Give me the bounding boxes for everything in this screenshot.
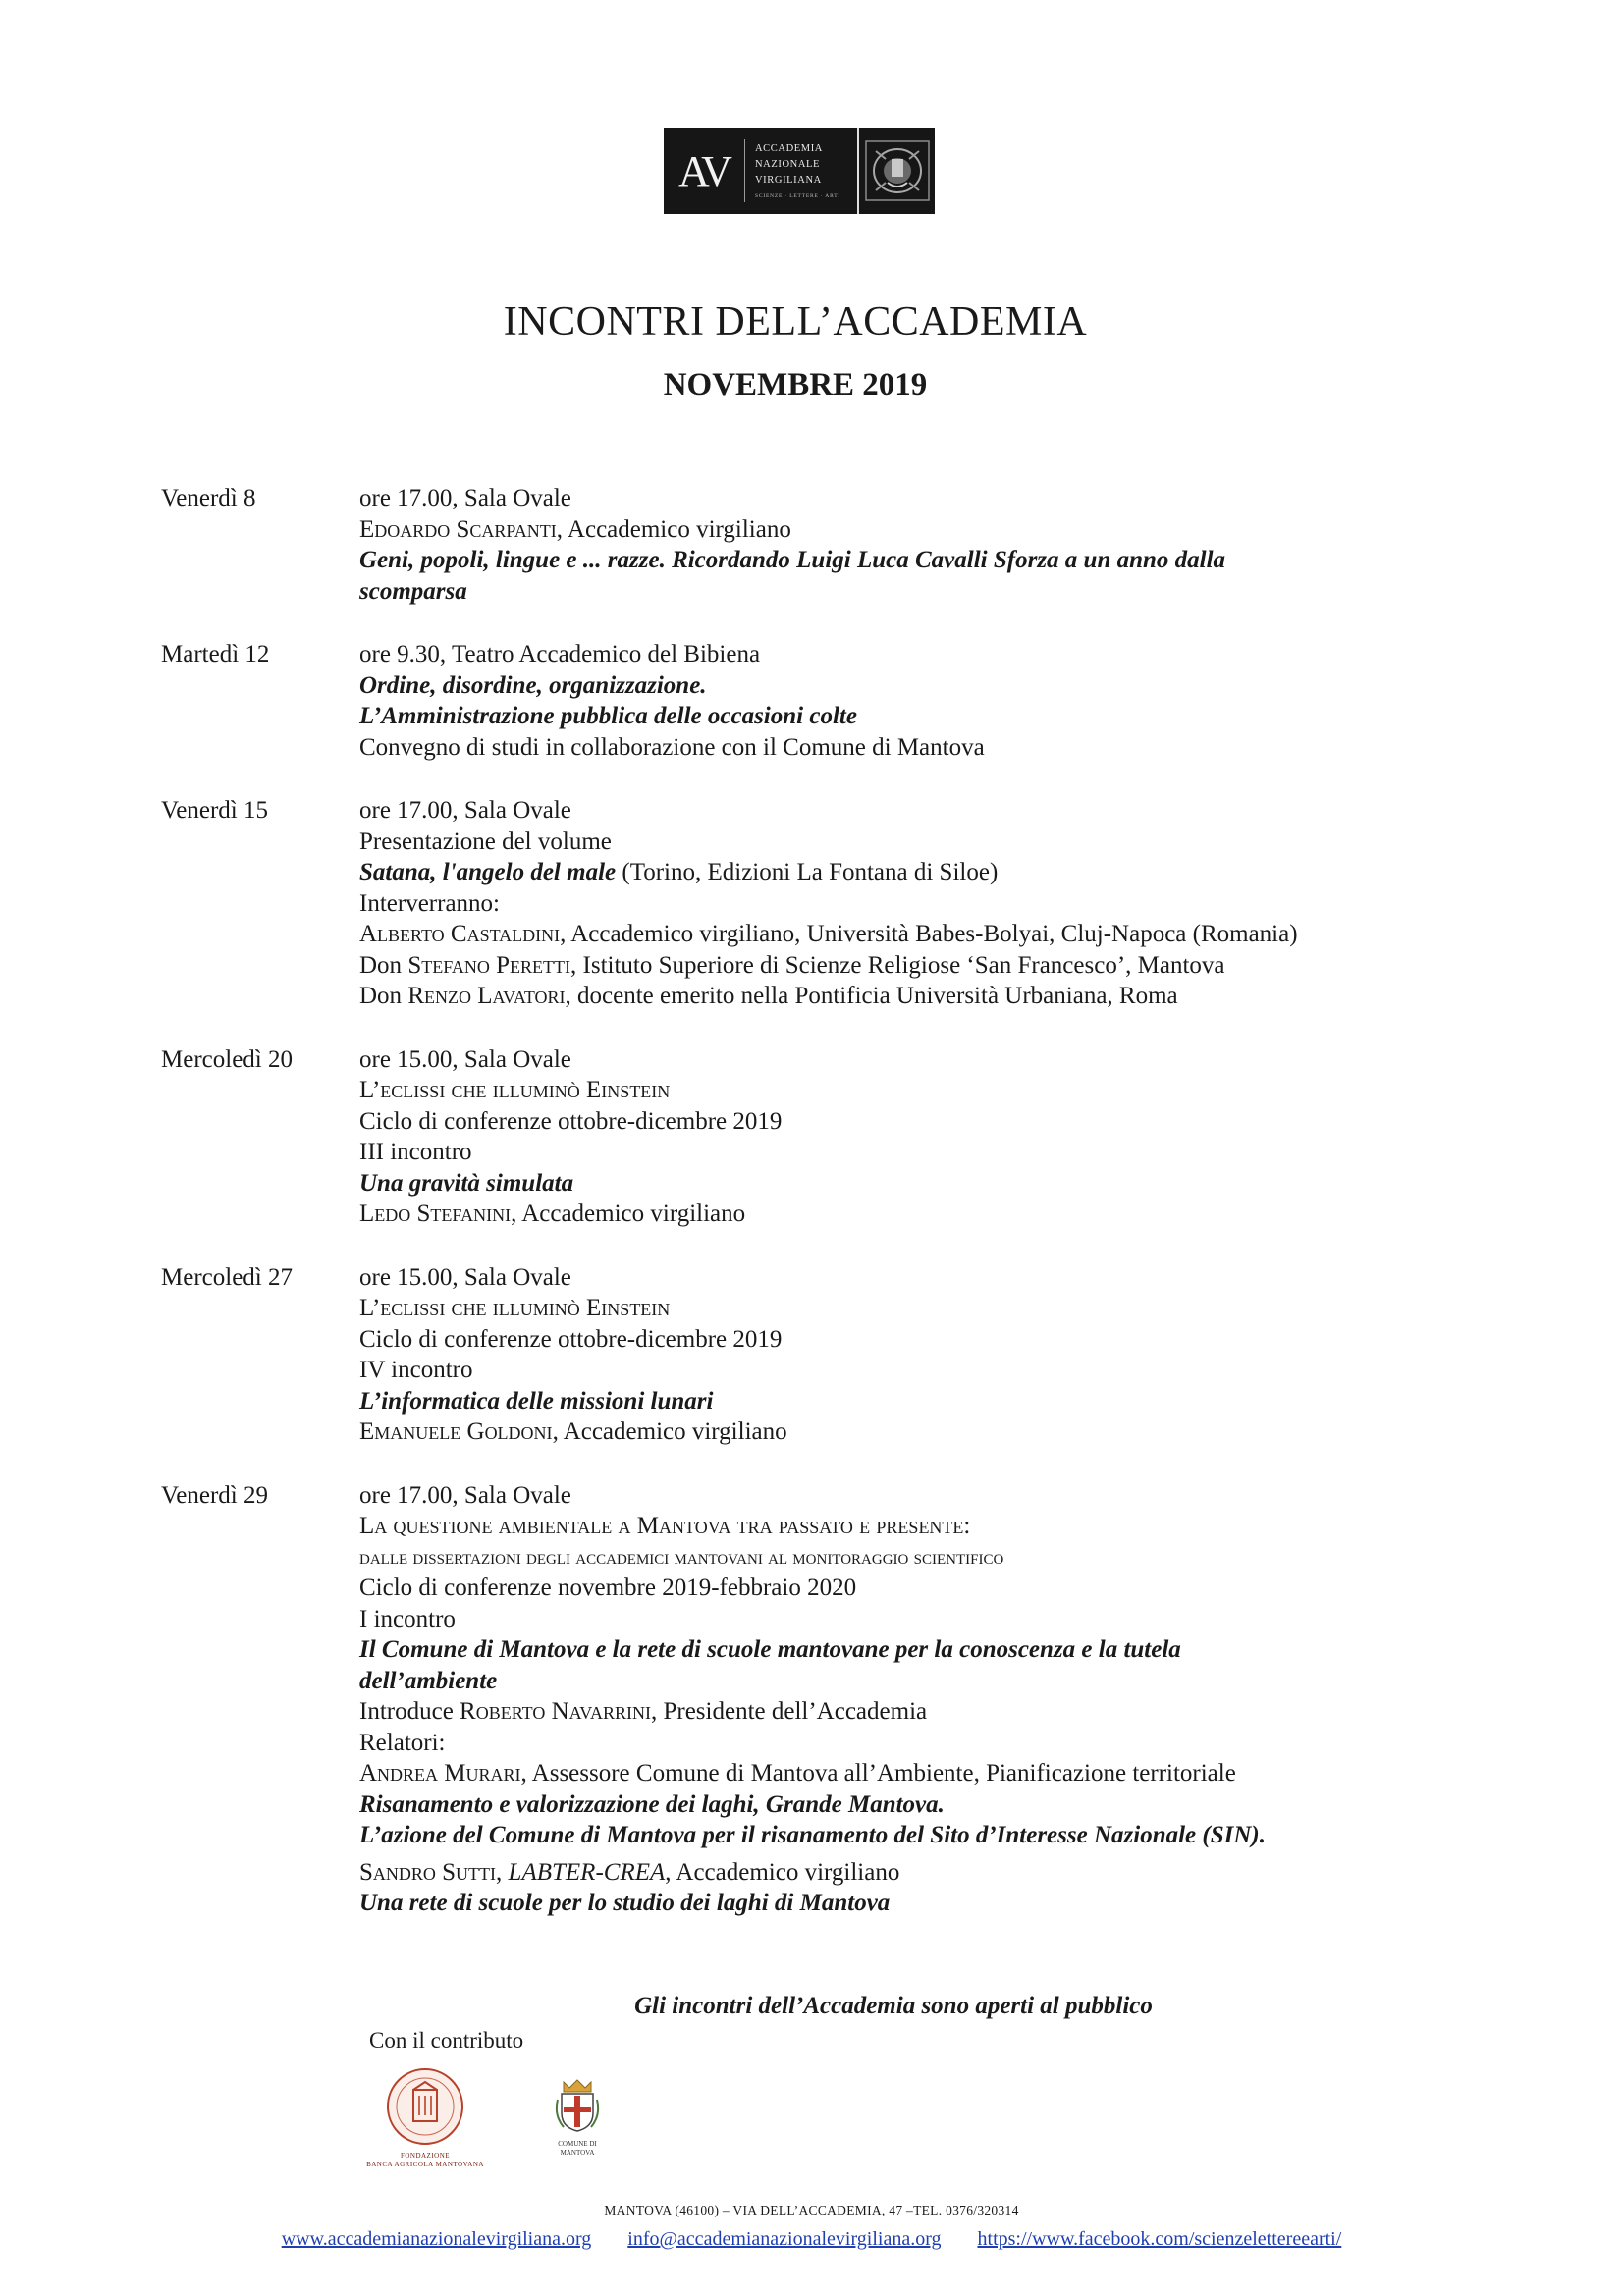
event-intro: Presentazione del volume <box>359 828 612 855</box>
logo-line-2: NAZIONALE <box>755 158 821 170</box>
speaker-prefix: Don <box>359 951 408 979</box>
talk-title: Risanamento e valorizzazione dei laghi, Grande Mantova. <box>359 1790 945 1818</box>
event-body <box>359 1480 1477 1919</box>
event-date: Venerdì 8 <box>161 485 256 511</box>
event-title: Geni, popoli, lingue e ... razze. Ricordando Luigi Luca Cavalli Sforza a un anno dalla <box>359 547 1226 573</box>
event-book <box>359 857 1477 888</box>
event-title-cont: L’Amministrazione pubblica delle occasioni colte <box>359 703 857 729</box>
event-date: Venerdì 29 <box>161 1481 268 1509</box>
speaker-name: Stefano Peretti <box>407 951 571 979</box>
event-item <box>161 795 1477 1012</box>
event-speaker <box>359 950 1477 982</box>
public-note: Gli incontri dell’Accademia sono aperti al pubblico <box>634 1993 1153 2019</box>
event-title-cont: scomparsa <box>359 577 467 605</box>
logo-text <box>745 128 857 214</box>
event-time-place: ore 15.00, Sala Ovale <box>359 1263 571 1291</box>
speaker-role: , Assessore Comune di Mantova all’Ambiente, Pianificazione territoriale <box>520 1760 1236 1787</box>
page-subtitle: NOVEMBRE 2019 <box>663 367 928 402</box>
event-body <box>359 795 1477 1012</box>
event-body <box>359 639 1477 763</box>
sponsor-comune-line-1: COMUNE DI <box>558 2140 597 2148</box>
email-link[interactable]: info@accademianazionalevirgiliana.org <box>627 2228 942 2250</box>
event-number: IV incontro <box>359 1357 473 1383</box>
speaker-role: , Accademico virgiliano <box>556 515 791 543</box>
talk-title-cont: L’azione del Comune di Mantova per il risanamento del Sito d’Interesse Nazionale (SIN). <box>359 1822 1266 1848</box>
logo-line-3: VIRGILIANA <box>755 174 822 186</box>
speaker-name: Sandro Sutti <box>359 1858 497 1886</box>
event-time-place: ore 17.00, Sala Ovale <box>359 797 571 824</box>
event-series: La questione ambientale a Mantova tra passato e presente: <box>359 1513 971 1539</box>
event-time-place: ore 17.00, Sala Ovale <box>359 1481 571 1509</box>
event-item <box>161 483 1477 607</box>
event-list <box>161 483 1477 1951</box>
event-date: Mercoledì 27 <box>161 1263 293 1291</box>
event-series: L’eclissi che illuminò Einstein <box>359 1295 671 1321</box>
book-publisher: (Torino, Edizioni La Fontana di Siloe) <box>616 859 999 885</box>
speaker-name: Ledo Stefanini <box>359 1201 512 1227</box>
event-speaker <box>359 919 1477 950</box>
event-item <box>161 1044 1477 1230</box>
event-title: Una gravità simulata <box>359 1169 574 1197</box>
sponsor-comune-logo <box>538 2076 617 2158</box>
speaker-sep: , <box>496 1858 509 1886</box>
event-title: L’informatica delle missioni lunari <box>359 1387 714 1415</box>
event-date: Mercoledì 20 <box>161 1045 293 1073</box>
speaker-name: Andrea Murari <box>359 1760 521 1787</box>
speaker-role: , Accademico virgiliano, Università Babes-Bolyai, Cluj-Napoca (Romania) <box>560 921 1298 947</box>
speaker-name: Alberto Castaldini <box>359 921 561 947</box>
event-speaker <box>359 1199 1477 1230</box>
speaker-name: Edoardo Scarpanti <box>359 515 557 543</box>
event-body <box>359 483 1477 607</box>
event-speaker <box>359 1758 1477 1789</box>
event-number: I incontro <box>359 1605 456 1632</box>
foundation-seal-icon <box>385 2066 465 2147</box>
event-date: Venerdì 15 <box>161 797 268 824</box>
speaker-role: , Accademico virgiliano <box>665 1858 900 1886</box>
introducer-prefix: Introduce <box>359 1698 460 1725</box>
address: MANTOVA (46100) – VIA DELL’ACCADEMIA, 47 –TEL. 0376/320314 <box>604 2203 1019 2217</box>
logo-line-1: ACCADEMIA <box>755 142 823 154</box>
event-speaker <box>359 1416 1477 1448</box>
speaker-role: , docente emerito nella Pontificia Università Urbaniana, Roma <box>565 983 1178 1009</box>
speaker-name: Emanuele Goldoni <box>359 1418 553 1445</box>
event-time-place: ore 17.00, Sala Ovale <box>359 485 571 511</box>
event-item <box>161 639 1477 763</box>
talk-title: Una rete di scuole per lo studio dei laghi di Mantova <box>359 1890 891 1916</box>
event-title-cont: dell’ambiente <box>359 1667 498 1694</box>
event-title: Il Comune di Mantova e la rete di scuole mantovane per la conoscenza e la tutela <box>359 1636 1181 1663</box>
event-body <box>359 1262 1477 1448</box>
academy-logo <box>664 128 935 214</box>
contribution-label: Con il contributo <box>369 2028 524 2053</box>
speaker-role: , Istituto Superiore di Scienze Religiose ‘San Francesco’, Mantova <box>570 951 1225 979</box>
website-link[interactable]: www.accademianazionalevirgiliana.org <box>281 2228 592 2250</box>
sponsor-comune-line-2: MANTOVA <box>560 2149 595 2157</box>
event-note: Convegno di studi in collaborazione con il Comune di Mantova <box>359 733 985 761</box>
event-speaker <box>359 1857 1477 1889</box>
sponsor-foundation-line-2: BANCA AGRICOLA MANTOVANA <box>366 2161 484 2168</box>
event-speaker <box>359 981 1477 1012</box>
speakers-label: Relatori: <box>359 1729 446 1756</box>
event-series: L’eclissi che illuminò Einstein <box>359 1077 671 1103</box>
event-series-cont: dalle dissertazioni degli accademici mantovani al monitoraggio scientifico <box>359 1544 1004 1569</box>
page-title: INCONTRI DELL’ACCADEMIA <box>503 299 1088 345</box>
introducer-role: , Presidente dell’Accademia <box>650 1698 928 1725</box>
event-number: III incontro <box>359 1139 472 1165</box>
event-body <box>359 1044 1477 1230</box>
speaker-org: LABTER-CREA <box>508 1858 666 1886</box>
sponsor-foundation-logo <box>361 2066 489 2169</box>
seal-icon <box>859 128 935 214</box>
book-title: Satana, l'angelo del male <box>359 859 617 885</box>
event-time-place: ore 9.30, Teatro Accademico del Bibiena <box>359 641 761 667</box>
event-item <box>161 1262 1477 1448</box>
facebook-link[interactable]: https://www.facebook.com/scienzelettereearti/ <box>977 2228 1342 2250</box>
speaker-name: Renzo Lavatori <box>407 983 566 1009</box>
event-cycle: Ciclo di conferenze ottobre-dicembre 2019 <box>359 1325 783 1353</box>
speakers-label: Interverranno: <box>359 889 500 917</box>
event-item <box>161 1480 1477 1919</box>
speaker-role: , Accademico virgiliano <box>552 1418 787 1445</box>
logo-monogram: AV <box>678 146 730 195</box>
event-title: Ordine, disordine, organizzazione. <box>359 671 707 699</box>
event-introducer <box>359 1696 1477 1728</box>
speaker-role: , Accademico virgiliano <box>511 1201 746 1227</box>
speaker-prefix: Don <box>359 983 408 1009</box>
event-time-place: ore 15.00, Sala Ovale <box>359 1045 571 1073</box>
event-date: Martedì 12 <box>161 641 270 667</box>
event-cycle: Ciclo di conferenze ottobre-dicembre 2019 <box>359 1107 783 1135</box>
event-speaker <box>359 514 1477 546</box>
event-cycle: Ciclo di conferenze novembre 2019-febbraio 2020 <box>359 1575 857 1601</box>
footer-links <box>0 2228 1623 2251</box>
logo-motto: SCIENZE · LETTERE · ARTI <box>755 192 840 199</box>
sponsor-foundation-line-1: FONDAZIONE <box>400 2152 451 2160</box>
introducer-name: Roberto Navarrini <box>460 1698 651 1725</box>
city-crest-icon <box>554 2076 601 2135</box>
